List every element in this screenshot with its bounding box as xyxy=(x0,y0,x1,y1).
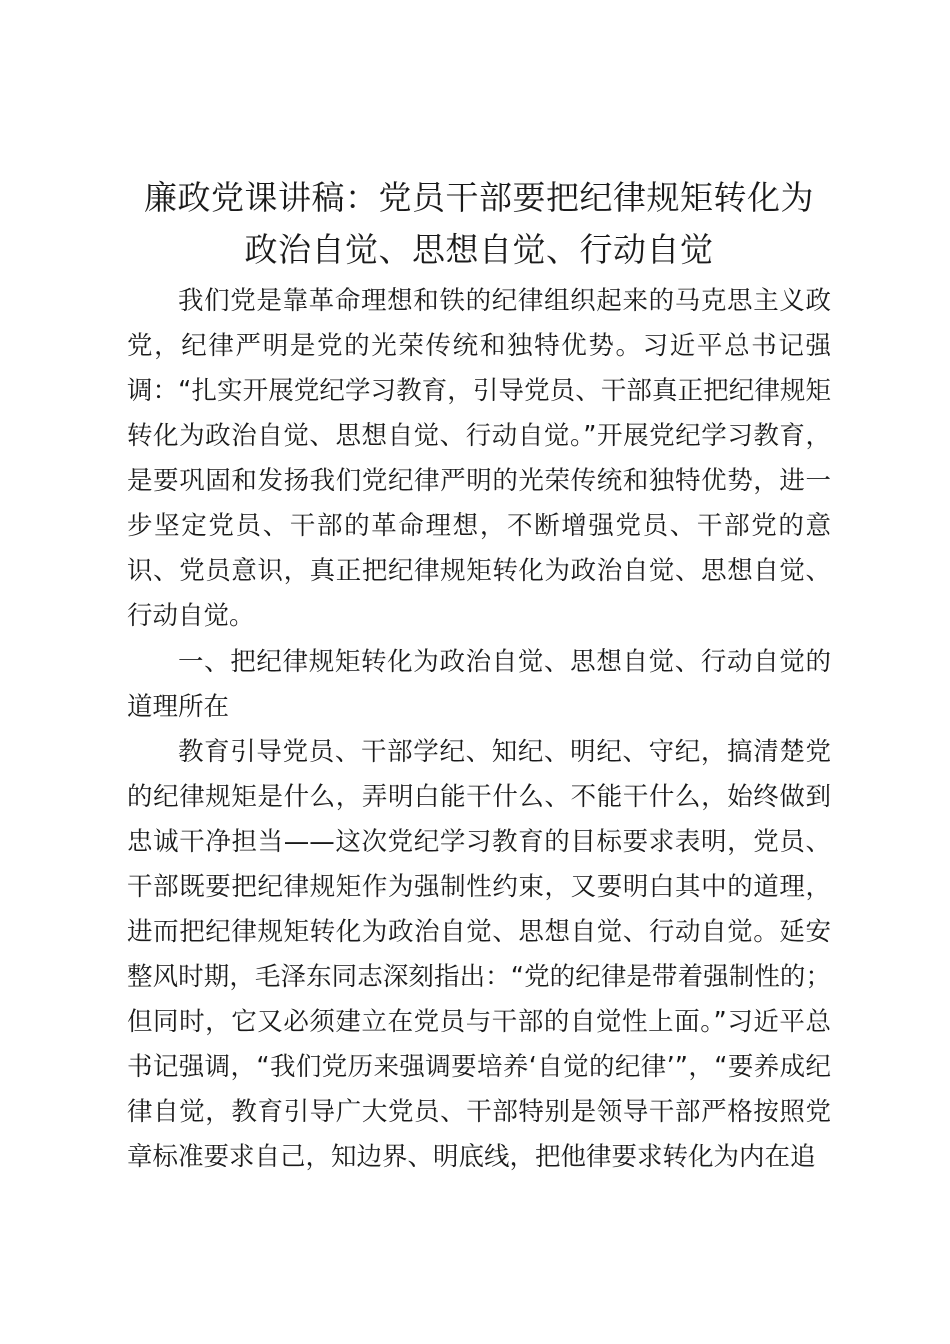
document-page xyxy=(127,172,831,1180)
document-title xyxy=(127,172,831,276)
section-heading-1: 一、把纪律规矩转化为政治自觉、思想自觉、行动自觉的道理所在 xyxy=(127,647,831,722)
paragraph-section-1: 教育引导党员、干部学纪、知纪、明纪、守纪，搞清楚党的纪律规矩是什么，弄明白能干什么、不能干什么，始终做到忠诚干净担当——这次党纪学习教育的目标要求表明，党员、干部既要把纪律规矩作为强制性约束，又要明白其中的道理，进而把纪律规矩转化为政治自觉、思想自觉、行动自觉。延安整风时期，毛泽东同志深刻指出：“党的纪律是带着强制性的；但同时，它又必须建立在党员与干部的自觉性上面。”习近平总书记强调，“我们党历来强调要培养‘自觉的纪律’”，“要养成纪律自觉，教育引导广大党员、干部特别是领导干部严格按照党章标准要求自己，知边界、明底线，把他律要求转化为内在追 xyxy=(127,737,831,1172)
document-body xyxy=(127,279,831,1180)
title-line-1: 廉政党课讲稿：党员干部要把纪律规矩转化为 xyxy=(144,178,814,217)
title-line-2: 政治自觉、思想自觉、行动自觉 xyxy=(244,230,714,269)
paragraph-intro: 我们党是靠革命理想和铁的纪律组织起来的马克思主义政党，纪律严明是党的光荣传统和独特优势。习近平总书记强调：“扎实开展党纪学习教育，引导党员、干部真正把纪律规矩转化为政治自觉、思想自觉、行动自觉。”开展党纪学习教育，是要巩固和发扬我们党纪律严明的光荣传统和独特优势，进一步坚定党员、干部的革命理想，不断增强党员、干部党的意识、党员意识，真正把纪律规矩转化为政治自觉、思想自觉、行动自觉。 xyxy=(127,286,831,631)
